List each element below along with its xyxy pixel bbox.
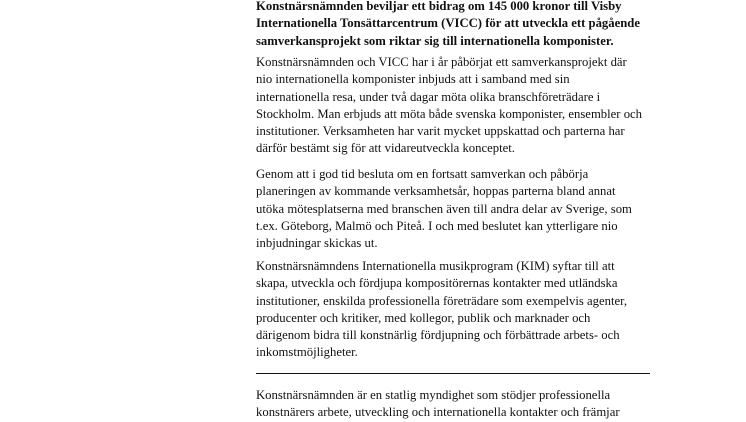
text-line: nio internationella komponister inbjuds att i samband med sin — [256, 72, 570, 87]
text-line: Konstnärsnämnden och VICC har i år påbörjat ett samverkansprojekt där — [256, 55, 627, 69]
text-line: Genom att i god tid besluta om en fortsatt samverkan och påbörja — [256, 167, 589, 181]
text-line: Konstnärsnämndens Internationella musikprogram (KIM) syftar till att — [256, 259, 615, 273]
text-line: producenter och kritiker, med kollegor, publik och marknader och — [256, 310, 591, 325]
text-line: institutioner, enskilda professionella företrädare som exempelvis agenter, — [256, 293, 628, 308]
text-line: inbjudningar skickas ut. — [256, 236, 378, 251]
text-line: konstnärers arbete, utveckling och internationella kontakter och främjar — [256, 405, 620, 420]
footer-paragraph — [256, 387, 620, 422]
text-line: institutioner. Verksamheten har varit mycket uppskattad och parterna har — [256, 124, 625, 139]
text-line: därför bestämt sig för att vidareutveckla konceptet. — [256, 141, 515, 156]
lead-paragraph — [256, 0, 640, 50]
body-paragraph-3 — [256, 258, 627, 362]
text-line: planeringen av kommande verksamhetsår, hoppas parterna bland annat — [256, 184, 616, 199]
lead-line: Internationella Tonsättarcentrum (VICC) för att utveckla ett pågående — [256, 16, 640, 31]
text-line: inkomstmöjligheter. — [256, 345, 358, 360]
text-line: t.ex. Göteborg, Malmö och Piteå. I och med beslutet kan ytterligare nio — [256, 218, 618, 233]
divider — [256, 373, 650, 374]
body-paragraph-2 — [256, 166, 632, 252]
text-line: Stockholm. Man erbjuds att möta både svenska komponister, ensembler och — [256, 106, 643, 121]
text-line: därigenom bidra till konstnärlig fördjupning och förbättrade arbets- och — [256, 328, 620, 343]
text-line: Konstnärsnämnden är en statlig myndighet som stödjer professionella — [256, 388, 611, 402]
text-line: skapa, utveckla och fördjupa kompositörernas kontakter med utländska — [256, 276, 618, 291]
body-paragraph-1 — [256, 54, 642, 158]
lead-line: Konstnärsnämnden beviljar ett bidrag om 145 000 kronor till Visby — [256, 0, 622, 13]
lead-line: samverkansprojekt som riktar sig till internationella komponister. — [256, 33, 614, 48]
text-line: utöka mötesplatserna med branschen även till andra delar av Sverige, som — [256, 201, 632, 216]
text-line: internationella resa, under två dagar möta olika branschföreträdare i — [256, 89, 601, 104]
